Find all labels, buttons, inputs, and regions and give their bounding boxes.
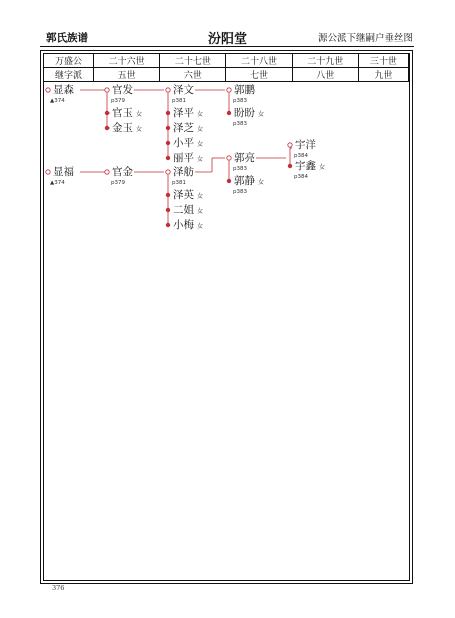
page-ref: p384 — [294, 153, 308, 159]
gen-cell: 继字派 — [44, 68, 94, 82]
person-yuxin — [295, 160, 325, 174]
book-title: 郭氏族谱 — [46, 32, 88, 44]
person-guojing — [234, 175, 264, 189]
page-ref: p381 — [172, 98, 186, 104]
person-zeping — [173, 107, 203, 121]
person-erjie — [173, 204, 203, 218]
person-name: 泽平 — [173, 107, 194, 119]
gen-cell: 万盛公 — [44, 54, 94, 68]
person-zeying — [173, 189, 203, 203]
person-name: 官金 — [112, 166, 133, 178]
person-liping — [173, 152, 203, 166]
page-ref: p383 — [233, 121, 247, 127]
person-name: 泽英 — [173, 189, 194, 201]
page-ref: p383 — [233, 98, 247, 104]
gen-cell: 三十世 — [358, 54, 408, 68]
female-marker: 女 — [197, 126, 204, 133]
person-name: 宇洋 — [295, 139, 316, 151]
gen-cell: 八世 — [292, 68, 358, 82]
person-panpan — [234, 107, 264, 121]
person-name: 显福 — [53, 166, 74, 178]
person-name: 显森 — [53, 84, 74, 96]
chart-title: 源公派下继嗣户垂丝图 — [317, 33, 413, 44]
person-name: 官玉 — [112, 107, 133, 119]
female-marker: 女 — [197, 156, 204, 163]
person-xiansen — [53, 84, 74, 96]
page-ref: p384 — [294, 174, 308, 180]
female-marker: 女 — [319, 164, 326, 171]
person-guanyu — [112, 107, 142, 121]
female-marker: 女 — [197, 193, 204, 200]
ancestor-marker: ▲374 — [50, 180, 65, 186]
person-name: 郭鹏 — [234, 84, 255, 96]
person-name: 官发 — [112, 84, 133, 96]
page-ref: p379 — [111, 180, 125, 186]
female-marker: 女 — [197, 223, 204, 230]
person-zezhi — [173, 122, 203, 136]
person-name: 泽舫 — [173, 166, 194, 178]
person-name: 小平 — [173, 137, 194, 149]
person-xiaoping — [173, 137, 203, 151]
female-marker: 女 — [258, 111, 265, 118]
person-name: 盼盼 — [234, 107, 255, 119]
person-name: 郭静 — [234, 175, 255, 187]
gen-cell: 二十七世 — [160, 54, 226, 68]
gen-cell: 二十九世 — [292, 54, 358, 68]
gen-cell: 六世 — [160, 68, 226, 82]
person-jinyu — [112, 122, 142, 136]
gen-cell: 二十八世 — [226, 54, 292, 68]
person-guanfa — [112, 84, 133, 96]
person-xianfu — [53, 166, 74, 178]
page-ref: p383 — [233, 166, 247, 172]
person-name: 二姐 — [173, 204, 194, 216]
page-number: 376 — [52, 584, 65, 592]
female-marker: 女 — [197, 208, 204, 215]
person-guopeng — [234, 84, 255, 96]
person-name: 小梅 — [173, 219, 194, 231]
female-marker: 女 — [136, 126, 143, 133]
hall-name: 汾阳堂 — [207, 32, 247, 47]
gen-cell: 五世 — [94, 68, 160, 82]
female-marker: 女 — [258, 179, 265, 186]
gen-cell: 七世 — [226, 68, 292, 82]
person-name: 泽文 — [173, 84, 194, 96]
person-zefang — [173, 166, 194, 178]
person-name: 丽平 — [173, 152, 194, 164]
page-ref: p379 — [111, 98, 125, 104]
person-xiaomei — [173, 219, 203, 233]
person-name: 泽芝 — [173, 122, 194, 134]
person-guanjin — [112, 166, 133, 178]
female-marker: 女 — [197, 141, 204, 148]
female-marker: 女 — [197, 111, 204, 118]
person-name: 金玉 — [112, 122, 133, 134]
page-ref: p381 — [172, 180, 186, 186]
person-guoliang — [234, 152, 255, 164]
female-marker: 女 — [136, 111, 143, 118]
person-zewen — [173, 84, 194, 96]
person-yuyang — [295, 139, 316, 151]
person-name: 宇鑫 — [295, 160, 316, 172]
ancestor-marker: ▲374 — [50, 98, 65, 104]
gen-cell: 九世 — [358, 68, 408, 82]
person-name: 郭亮 — [234, 152, 255, 164]
page-ref: p383 — [233, 189, 247, 195]
gen-cell: 二十六世 — [94, 54, 160, 68]
